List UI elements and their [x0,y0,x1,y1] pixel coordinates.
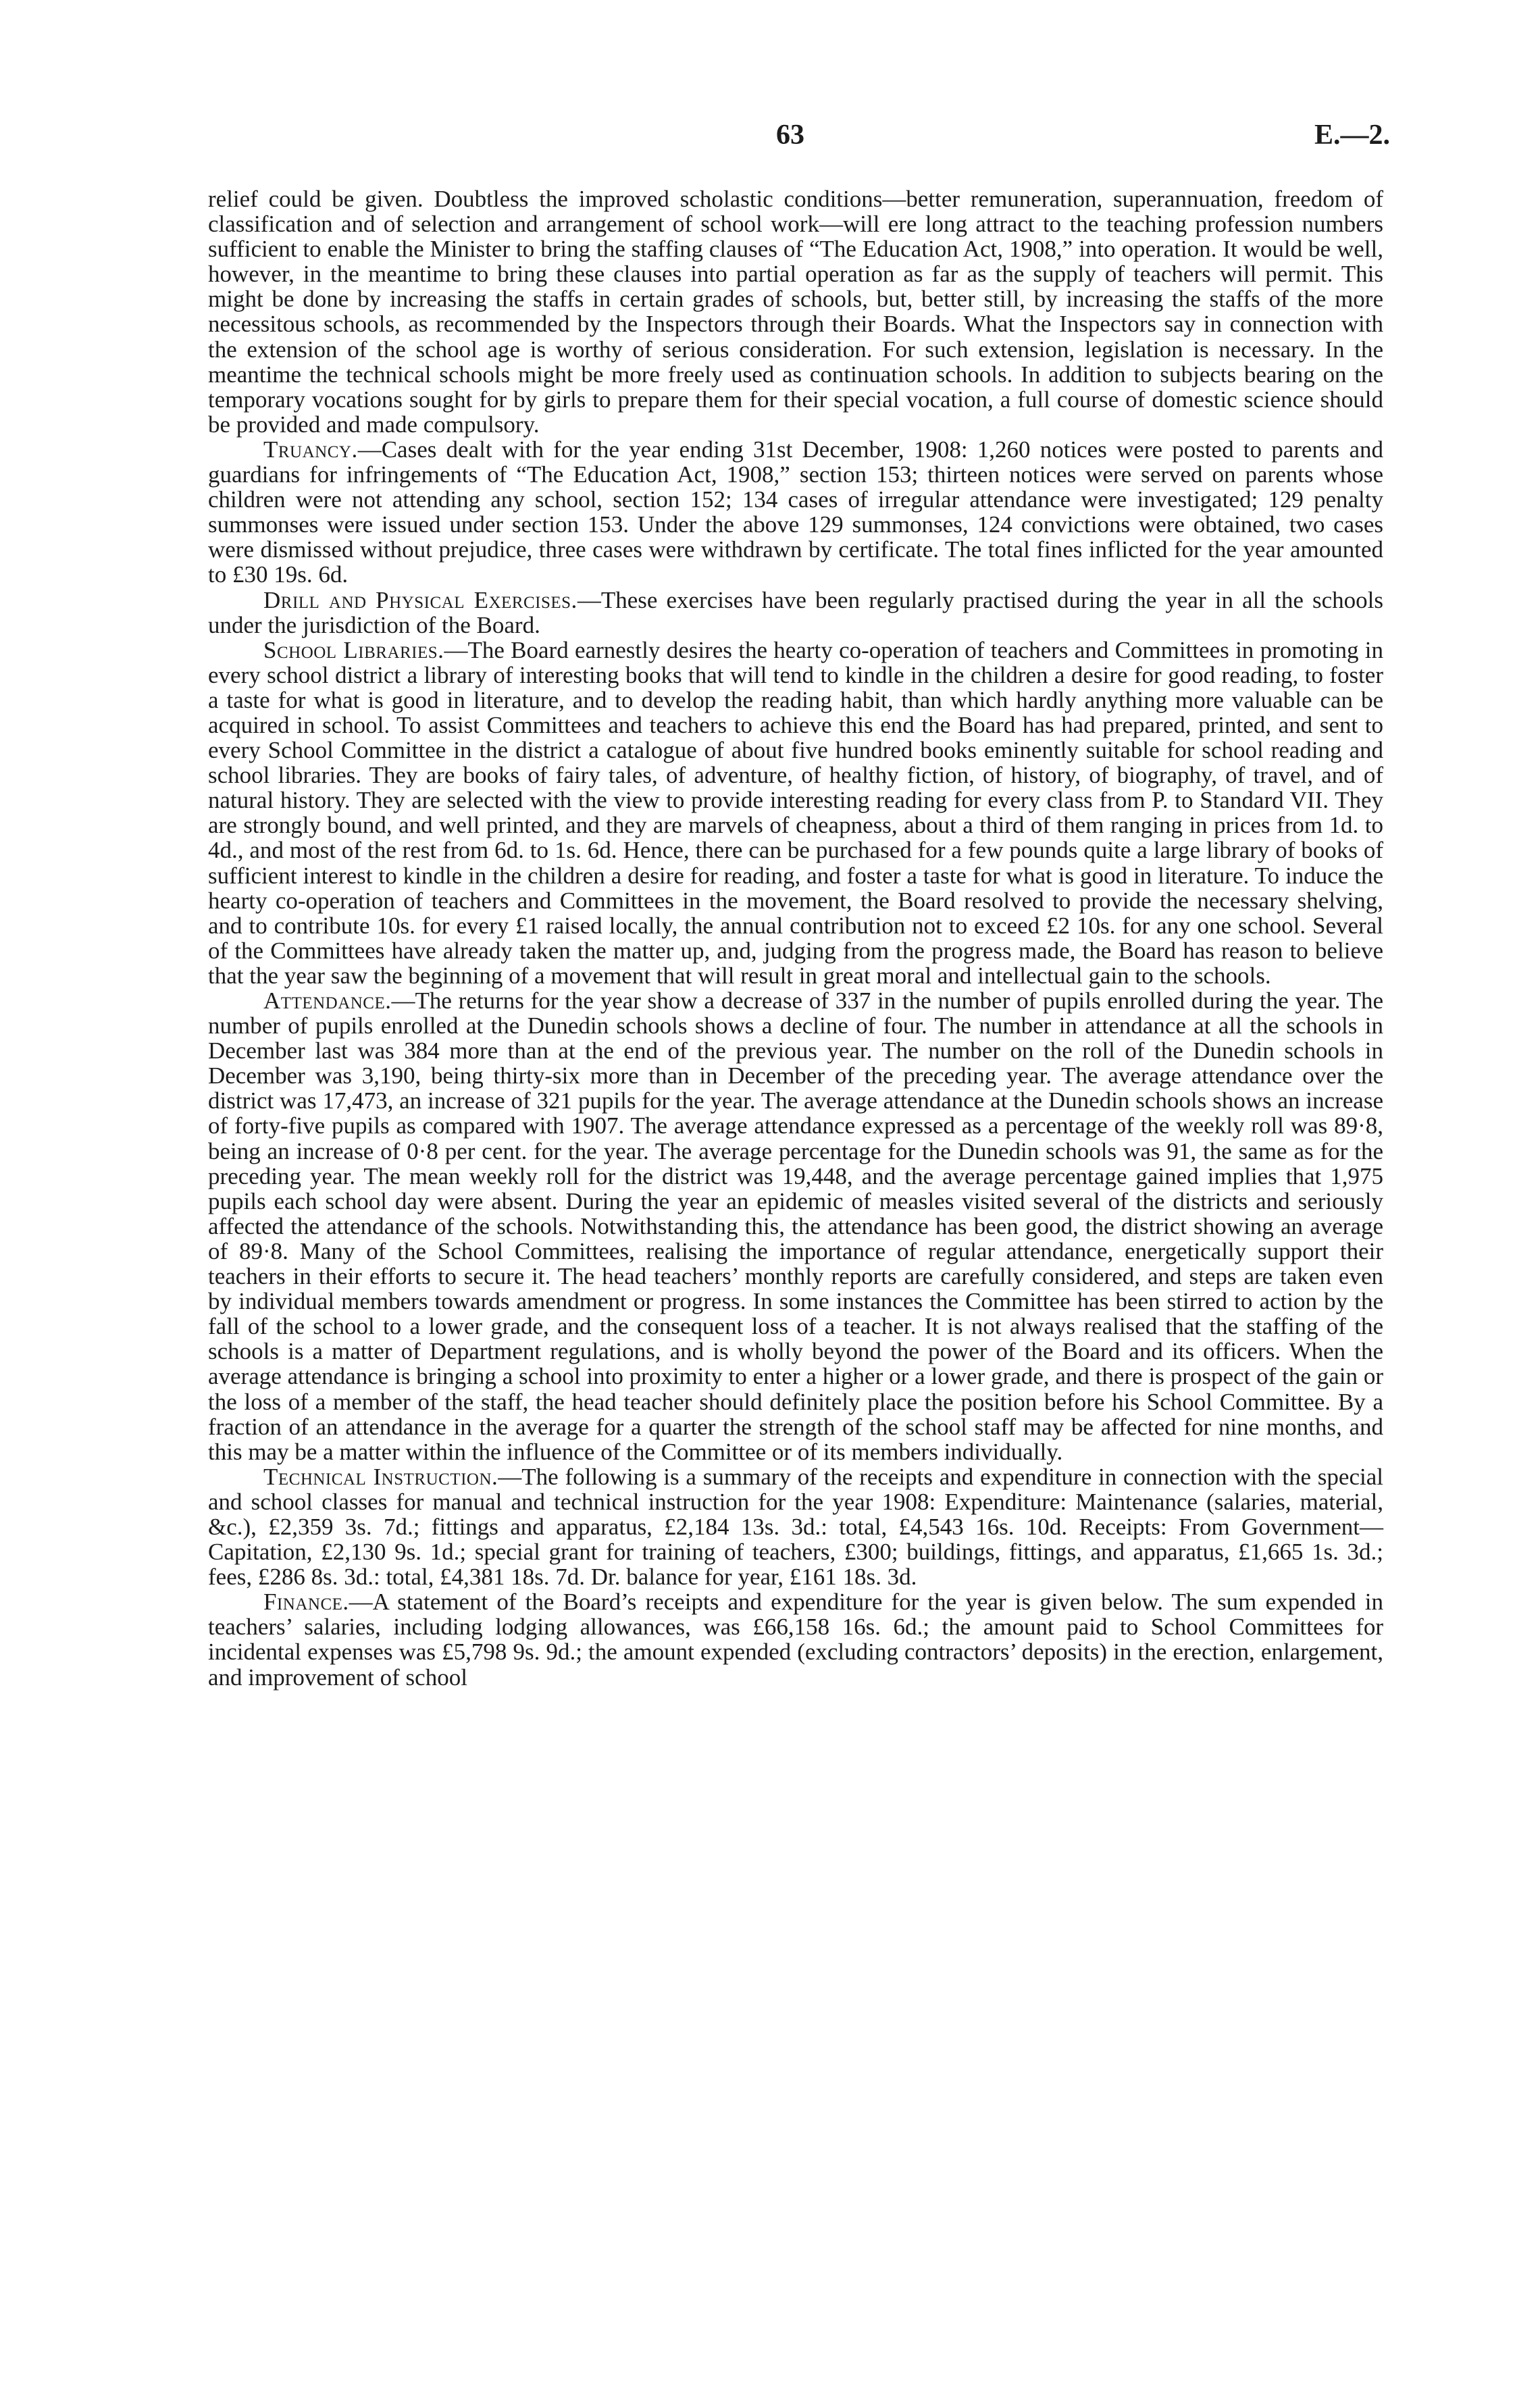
section-heading-school-libraries: School Libraries. [263,636,444,663]
paragraph-technical-instruction [208,1464,1383,1589]
page-number: 63 [776,120,804,151]
section-heading-finance: Finance. [263,1589,349,1616]
section-heading-drill: Drill and Physical Exercises. [263,586,578,613]
report-body [208,186,1383,1690]
paragraph-text: relief could be given. Doubtless the improved scholastic conditions—better remuneration, superannuation, freedom of classification and of selection and arrangement of school work—will ere long attract to the teaching profession numbers sufficient to enable the Minister to bring the staffing clauses of “The Education Act, 1908,” into operation. It would be well, however, in the meantime to bring these clauses into partial operation as far as the supply of teachers will permit. This might be done by increasing the staffs in certain grades of schools, but, better still, by increasing the staffs of the more necessitous schools, as recommended by the Inspectors through their Boards. What the Inspectors say in connection with the extension of the school age is worthy of serious consideration. For such extension, legislation is necessary. In the meantime the technical schools might be more freely used as continuation schools. In addition to subjects bearing on the temporary vocations sought for by girls to prepare them for their special vocation, a full course of domestic science should be provided and made compulsory. [208,186,1383,438]
paragraph-text: —The returns for the year show a decrease of 337 in the number of pupils enrolled during the year. The number of pupils enrolled at the Dunedin schools shows a decline of four. The number in attendance at all the schools in December last was 384 more than at the end of the previous year. The number on the roll of the Dunedin schools in December was 3,190, being thirty-six more than in December of the preceding year. The average attendance over the district was 17,473, an increase of 321 pupils for the year. The average attendance at the Dunedin schools shows an increase of forty-five pupils as compared with 1907. The average attendance expressed as a percentage of the weekly roll was 89·8, being an increase of 0·8 per cent. for the year. The average percentage for the Dunedin schools was 91, the same as for the preceding year. The mean weekly roll for the district was 19,448, and the average percentage gained implies that 1,975 pupils each school day were absent. During the year an epidemic of measles visited several of the districts and seriously affected the attendance of the schools. Notwithstanding this, the attendance has been good, the district showing an average of 89·8. Many of the School Committees, realising the importance of regular attendance, energetically support their teachers in their efforts to secure it. The head teachers’ monthly reports are carefully considered, and steps are taken even by individual members towards amendment or progress. In some instances the Committee has been stirred to action by the fall of the school to a lower grade, and the consequent loss of a teacher. It is not always realised that the staffing of the schools is a matter of Department regulations, and is wholly beyond the power of the Board and its officers. When the average attendance is bringing a school into proximity to enter a higher or a lower grade, and there is prospect of the gain or the loss of a member of the staff, the head teacher should definitely place the position before his School Committee. By a fraction of an attendance in the average for a quarter the strength of the school staff may be affected for nine months, and this may be a matter within the influence of the Committee or of its members individually. [208,987,1383,1465]
section-heading-attendance: Attendance. [263,987,392,1014]
section-heading-technical-instruction: Technical Instruction. [263,1463,498,1490]
paragraph-finance [208,1589,1383,1689]
section-heading-truancy: Truancy. [263,436,358,463]
paragraph-truancy [208,437,1383,588]
parliamentary-paper-reference: E.—2. [1314,120,1390,151]
paragraph-text: —The Board earnestly desires the hearty co-operation of teachers and Committees in promoting in every school district a library of interesting books that will tend to kindle in the children a desire for good reading, to foster a taste for what is good in literature, and to develop the reading habit, than which hardly anything more valuable can be acquired in school. To assist Committees and teachers to achieve this end the Board has had prepared, printed, and sent to every School Committee in the district a catalogue of about five hundred books eminently suitable for school reading and school libraries. They are books of fairy tales, of adventure, of healthy fiction, of history, of biography, of travel, and of natural history. They are selected with the view to provide interesting reading for every class from P. to Standard VII. They are strongly bound, and well printed, and they are marvels of cheapness, about a third of them ranging in prices from 1d. to 4d., and most of the rest from 6d. to 1s. 6d. Hence, there can be purchased for a few pounds quite a large library of books of sufficient interest to kindle in the children a desire for reading, and foster a taste for what is good in literature. To induce the hearty co-operation of teachers and Committees in the movement, the Board resolved to provide the necessary shelving, and to contribute 10s. for every £1 raised locally, the annual contribution not to exceed £2 10s. for any one school. Several of the Committees have already taken the matter up, and, judging from the progress made, the Board has reason to believe that the year saw the beginning of a movement that will result in great moral and intellectual gain to the schools. [208,636,1383,989]
paragraph-text: —These exercises have been regularly practised during the year in all the schools under the jurisdiction of the Board. [208,586,1384,638]
paragraph-text: —The following is a summary of the receipts and expenditure in connection with the special and school classes for manual and technical instruction for the year 1908: Expenditure: Maintenance (salaries, material, &c.), £2,359 3s. 7d.; fittings and apparatus, £2,184 13s. 3d.: total, £4,543 16s. 10d. Receipts: From Government—Capitation, £2,130 9s. 1d.; special grant for training of teachers, £300; buildings, fittings, and apparatus, £1,665 1s. 3d.; fees, £286 8s. 3d.: total, £4,381 18s. 7d. Dr. balance for year, £161 18s. 3d. [208,1463,1383,1591]
paragraph-drill [208,588,1383,638]
paragraph-attendance [208,988,1383,1464]
paragraph-text: —Cases dealt with for the year ending 31st December, 1908: 1,260 notices were posted to parents and guardians for infringements of “The Education Act, 1908,” section 153; thirteen notices were served on parents whose children were not attending any school, section 152; 134 cases of irregular attendance were investigated; 129 penalty summonses were issued under section 153. Under the above 129 summonses, 124 convictions were obtained, two cases were dismissed without prejudice, three cases were withdrawn by certificate. The total fines inflicted for the year amounted to £30 19s. 6d. [208,436,1383,588]
paragraph-school-libraries [208,638,1383,988]
paragraph-staffing [208,186,1383,437]
paragraph-text: —A statement of the Board’s receipts and expenditure for the year is given below. The sum expended in teachers’ salaries, including lodging allowances, was £66,158 16s. 6d.; the amount paid to School Committees for incidental expenses was £5,798 9s. 9d.; the amount expended (excluding contractors’ deposits) in the erection, enlargement, and improvement of school [208,1589,1383,1691]
